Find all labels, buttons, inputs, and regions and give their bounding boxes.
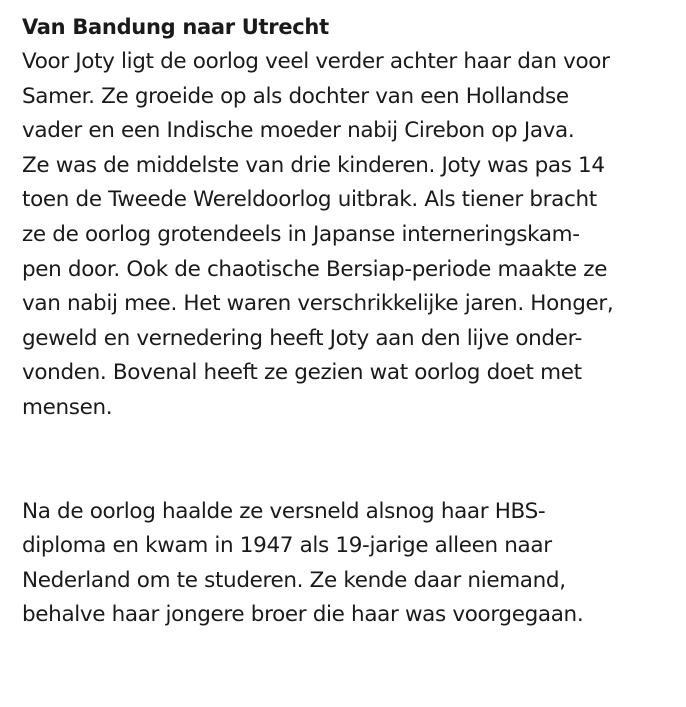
text-line: Ze was de middelste van drie kinderen. Joty was pas 14 <box>22 152 605 178</box>
paragraph-gap <box>22 426 672 495</box>
article <box>22 12 672 633</box>
section-heading: Van Bandung naar Utrecht <box>22 15 329 39</box>
text-line: van nabij mee. Het waren verschrikkelijke jaren. Honger, <box>22 291 614 317</box>
text-line: diploma en kwam in 1947 als 19-jarige alleen naar <box>22 533 552 559</box>
text-line: ze de oorlog grotendeels in Japanse interneringskam- <box>22 221 580 247</box>
paragraph-2 <box>22 495 672 633</box>
text-line: pen door. Ook de chaotische Bersiap-periode maakte ze <box>22 256 608 282</box>
text-line: behalve haar jongere broer die haar was voorgegaan. <box>22 602 584 628</box>
text-line: geweld en vernedering heeft Joty aan den lijve onder- <box>22 325 583 351</box>
text-line: Voor Joty ligt de oorlog veel verder achter haar dan voor <box>22 49 610 74</box>
text-line: mensen. <box>22 394 113 420</box>
text-line: Samer. Ze groeide op als dochter van een Hollandse <box>22 83 569 109</box>
text-line: vonden. Bovenal heeft ze gezien wat oorlog doet met <box>22 360 582 386</box>
paragraph-1 <box>22 45 672 426</box>
text-line: Nederland om te studeren. Ze kende daar niemand, <box>22 567 566 593</box>
text-line: vader en een Indische moeder nabij Cirebon op Java. <box>22 118 575 144</box>
text-line: Na de oorlog haalde ze versneld alsnog haar HBS- <box>22 498 546 524</box>
text-line: toen de Tweede Wereldoorlog uitbrak. Als tiener bracht <box>22 187 597 213</box>
